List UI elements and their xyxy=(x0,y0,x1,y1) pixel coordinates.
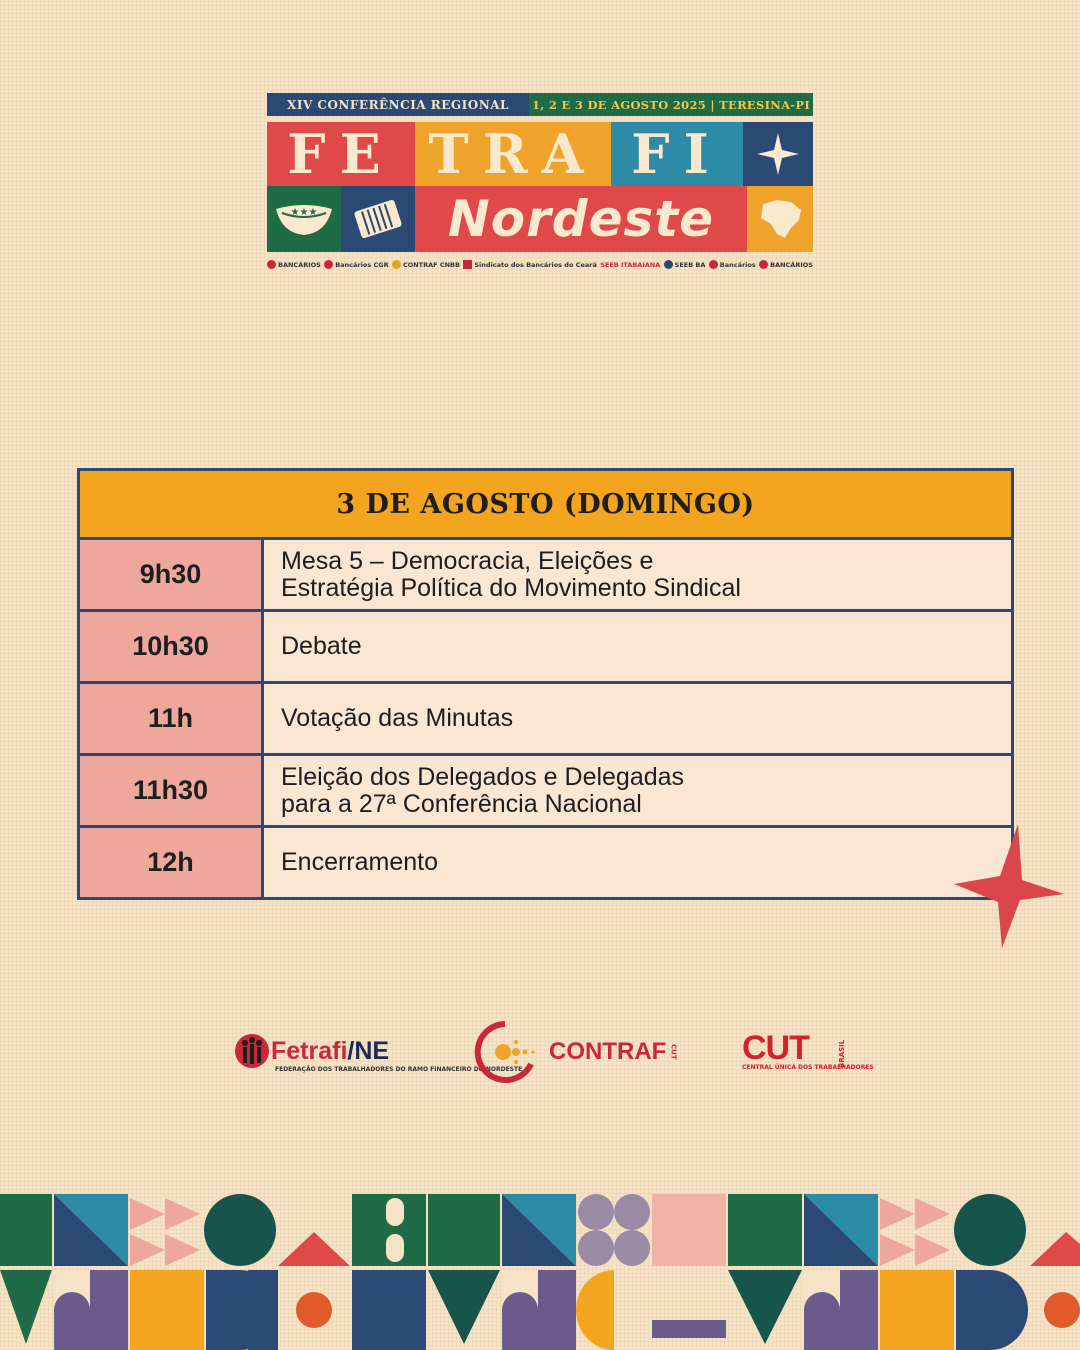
schedule-time: 9h30 xyxy=(80,540,264,609)
sponsor-logo: Bancários xyxy=(709,260,756,269)
schedule-description: Eleição dos Delegados e Delegadas para a 27ª Conferência Nacional xyxy=(264,756,1011,825)
sponsor-logo: SEEB ITABAIANA xyxy=(600,260,661,269)
sponsor-logo: SEEB BA xyxy=(664,260,706,269)
footer-logos xyxy=(0,1020,1080,1084)
contraf-name: CONTRAF xyxy=(549,1038,667,1065)
decorative-star-icon xyxy=(950,822,1066,950)
schedule-time: 12h xyxy=(80,828,264,897)
contraf-circle-icon xyxy=(473,1020,543,1084)
sponsor-logo: BANCÁRIOS xyxy=(759,260,813,269)
decorative-pattern xyxy=(0,1194,1080,1350)
fetrafi-suffix: /NE xyxy=(347,1036,390,1065)
schedule-time: 10h30 xyxy=(80,612,264,681)
table-row xyxy=(80,612,1011,684)
sponsor-logo: BANCÁRIOS xyxy=(267,260,321,269)
contraf-cut-tag: CUT xyxy=(669,1044,678,1060)
sponsor-logo: Sindicato dos Bancários do Ceará xyxy=(463,260,597,269)
logo-top-bar xyxy=(267,93,813,116)
cut-logo xyxy=(742,1029,874,1071)
schedule-description: Votação das Minutas xyxy=(264,684,1011,753)
fetrafi-ne-logo xyxy=(233,1032,523,1073)
sponsor-logo: Bancários CGR xyxy=(324,260,388,269)
northeast-map-icon xyxy=(747,186,813,252)
contraf-logo xyxy=(473,1020,677,1084)
logo-word-fe: FE xyxy=(267,122,415,186)
sponsor-logo: CONTRAF CNBB xyxy=(392,260,460,269)
sponsor-logos xyxy=(267,260,813,269)
cangaceiro-hat-icon xyxy=(267,186,341,252)
logo-nordeste-row xyxy=(267,186,813,252)
logo-word-fi: FI xyxy=(611,122,743,186)
schedule-time: 11h30 xyxy=(80,756,264,825)
fetrafi-name: Fetrafi xyxy=(271,1036,348,1065)
fetrafi-subtitle: FEDERAÇÃO DOS TRABALHADORES DO RAMO FINANCEIRO DO NORDESTE xyxy=(275,1066,523,1073)
table-row xyxy=(80,828,1011,897)
logo-word-nordeste: Nordeste xyxy=(415,186,747,252)
schedule-time: 11h xyxy=(80,684,264,753)
schedule-table xyxy=(77,468,1014,900)
table-row xyxy=(80,756,1011,828)
logo-wordmark-row xyxy=(267,122,813,186)
schedule-description: Debate xyxy=(264,612,1011,681)
schedule-description: Encerramento xyxy=(264,828,1011,897)
schedule-day-title: 3 DE AGOSTO (DOMINGO) xyxy=(80,471,1011,540)
cut-subtitle: CENTRAL ÚNICA DOS TRABALHADORES xyxy=(742,1064,874,1071)
table-row xyxy=(80,540,1011,612)
star-icon xyxy=(743,122,813,186)
schedule-description: Mesa 5 – Democracia, Eleições e Estratégia Política do Movimento Sindical xyxy=(264,540,1011,609)
cut-name: CUT xyxy=(742,1029,809,1067)
event-date-place: 1, 2 E 3 DE AGOSTO 2025 | TERESINA-PI xyxy=(529,93,813,116)
accordion-icon xyxy=(341,186,415,252)
event-label: XIV CONFERÊNCIA REGIONAL xyxy=(267,93,529,116)
svg-text:★★★: ★★★ xyxy=(290,207,318,218)
event-logo xyxy=(267,93,813,269)
logo-word-tra: TRA xyxy=(415,122,611,186)
cut-brasil: BRASIL xyxy=(838,1039,846,1068)
table-row xyxy=(80,684,1011,756)
fetrafi-people-icon xyxy=(233,1032,271,1070)
